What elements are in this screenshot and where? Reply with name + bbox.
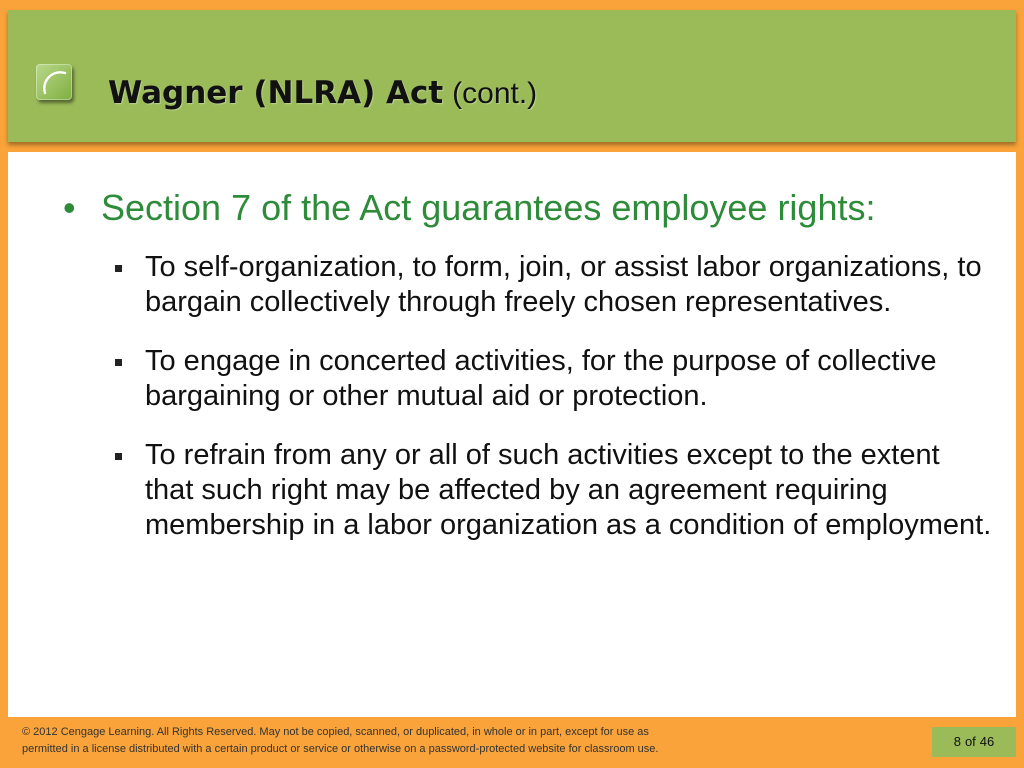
main-bullet-point [63, 186, 1003, 230]
slide-content [8, 152, 1016, 717]
square-bullet-icon [115, 453, 122, 460]
sub-bullet-text: To engage in concerted activities, for the purpose of collective bargaining or other mutual aid or protection. [145, 345, 937, 412]
copyright-line: © 2012 Cengage Learning. All Rights Reserved. May not be copied, scanned, or duplicated, in whole or in part, except for use as [22, 726, 649, 738]
slide-header [8, 10, 1016, 142]
sub-bullet-item [115, 250, 995, 320]
square-bullet-icon [115, 359, 122, 366]
main-bullet-text: Section 7 of the Act guarantees employee rights: [101, 187, 876, 228]
sub-bullet-text: To refrain from any or all of such activities except to the extent that such right may be affected by an agreement requiring membership in a labor organization as a condition of employment. [145, 439, 992, 541]
slide-title [108, 72, 537, 114]
copyright-line: permitted in a license distributed with a certain product or service or otherwise on a password-protected website for classroom use. [22, 743, 659, 755]
current-page: 8 [953, 734, 961, 749]
slide-title-main: Wagner (NLRA) Act [108, 75, 444, 111]
rounded-square-arc-icon [36, 64, 72, 100]
total-pages: 46 [979, 734, 995, 749]
square-bullet-icon [115, 265, 122, 272]
sub-bullet-list [115, 250, 995, 567]
copyright-footer [22, 724, 822, 758]
sub-bullet-text: To self-organization, to form, join, or assist labor organizations, to bargain collectively through freely chosen representatives. [145, 251, 982, 318]
bullet-dot-icon: • [63, 187, 76, 228]
page-of-label: of [964, 734, 976, 749]
page-number-badge [932, 727, 1016, 757]
sub-bullet-item [115, 438, 995, 543]
slide-title-suffix: (cont.) [452, 77, 538, 110]
sub-bullet-item [115, 344, 995, 414]
